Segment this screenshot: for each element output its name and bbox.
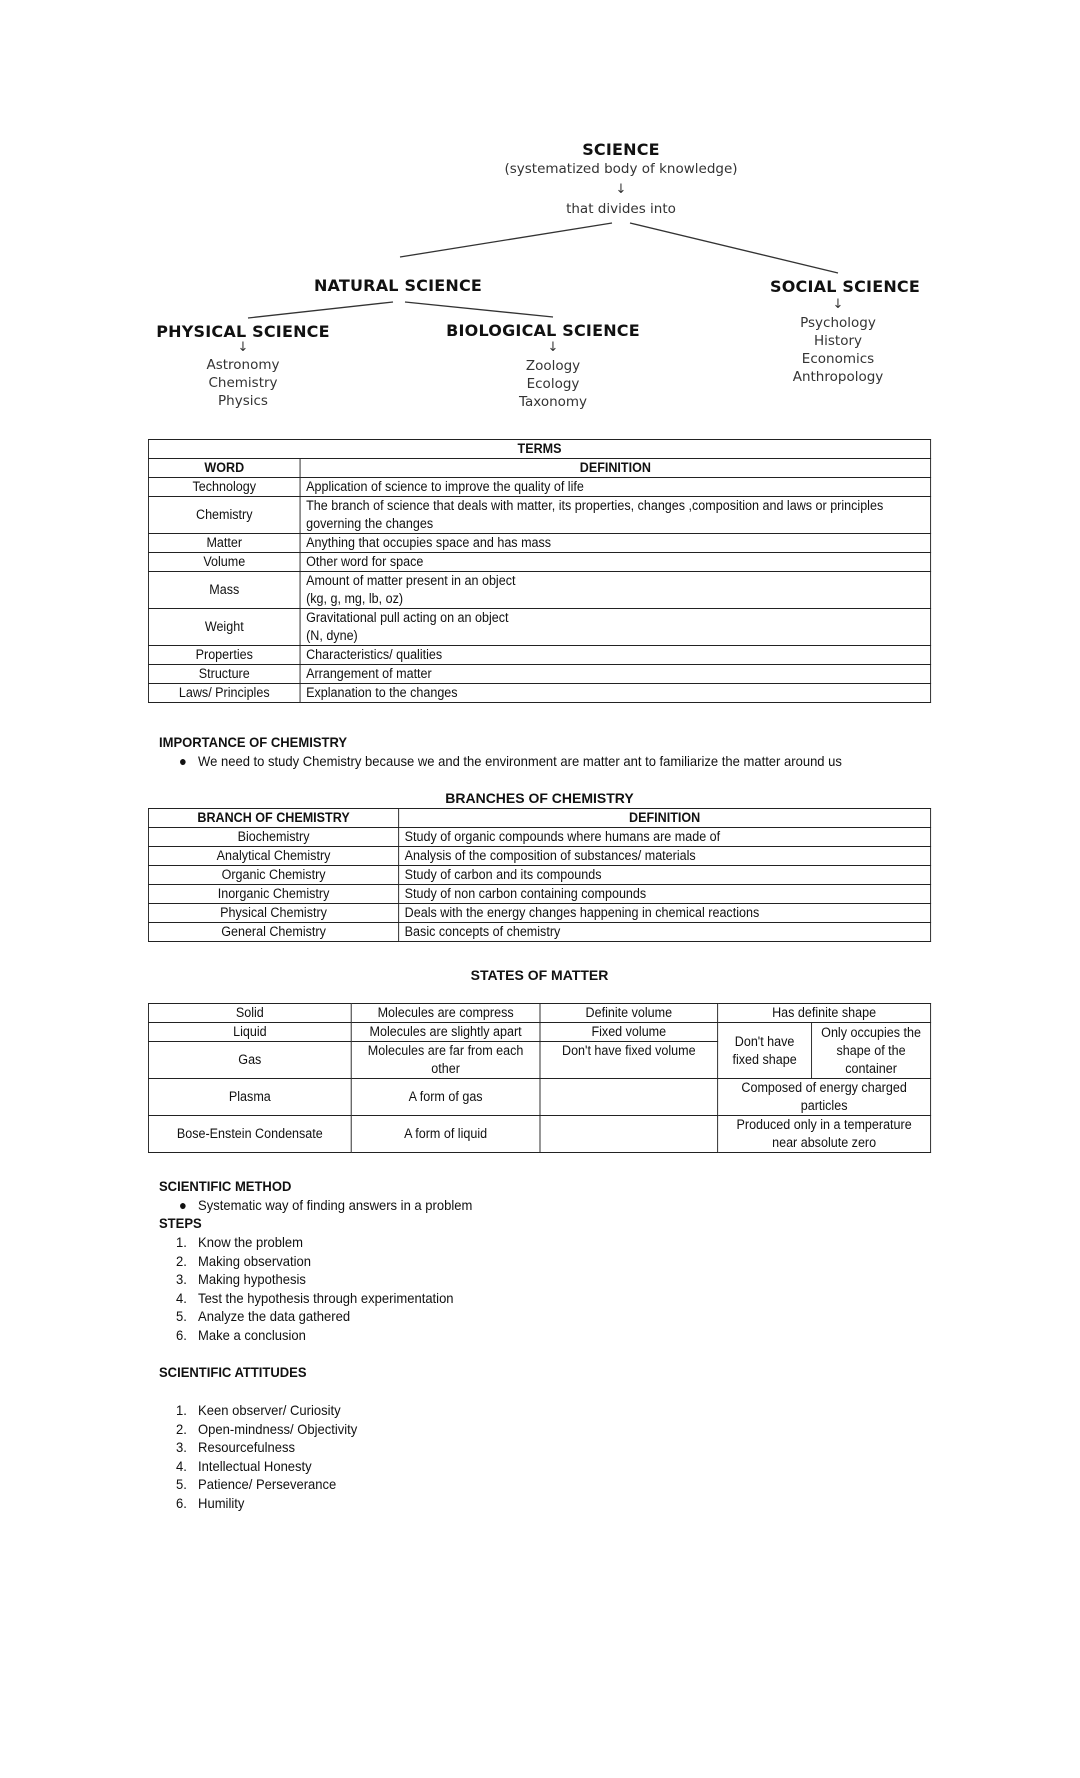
term-definition — [300, 497, 931, 534]
term-definition: Other word for space — [300, 553, 931, 572]
state-shape: Composed of energy charged particles — [718, 1079, 931, 1116]
list-number: 3. — [176, 1439, 187, 1456]
branches-table — [148, 808, 931, 942]
attitudes-heading: SCIENTIFIC ATTITUDES — [159, 1364, 307, 1380]
branch-name: Biochemistry — [148, 828, 398, 847]
list-text: Humility — [198, 1494, 245, 1511]
table-row — [148, 497, 930, 534]
list-text: Resourcefulness — [198, 1439, 296, 1456]
method-heading: SCIENTIFIC METHOD — [159, 1178, 292, 1194]
down-arrow-icon: ↓ — [615, 182, 627, 197]
biological-science-items — [519, 357, 587, 411]
table-row — [148, 1023, 930, 1042]
attitudes-list — [159, 1401, 357, 1513]
physical-item: Physics — [218, 393, 268, 409]
term-word: Volume — [148, 553, 300, 572]
list-item — [159, 1401, 357, 1420]
terms-caption: TERMS — [148, 440, 930, 459]
branch-definition: Study of carbon and its compounds — [399, 866, 931, 885]
term-word: Mass — [148, 572, 300, 609]
state-molecules: Molecules are far from each other — [351, 1042, 540, 1079]
term-definition-line: (kg, g, mg, lb, oz) — [306, 591, 404, 606]
branch-name: Analytical Chemistry — [148, 847, 398, 866]
importance-text: We need to study Chemistry because we and the environment are matter ant to familiarize the matter around us — [198, 753, 842, 769]
state-volume — [540, 1079, 718, 1116]
branch-definition: Analysis of the composition of substances/ materials — [399, 847, 931, 866]
table-row — [148, 478, 930, 497]
branch-definition: Study of organic compounds where humans are made of — [399, 828, 931, 847]
state-volume — [540, 1116, 718, 1153]
branches-col-definition: DEFINITION — [399, 809, 931, 828]
list-number: 4. — [176, 1457, 187, 1474]
list-text: Make a conclusion — [198, 1326, 306, 1343]
term-word: Technology — [148, 478, 300, 497]
list-number: 6. — [176, 1326, 187, 1343]
natural-science-heading: NATURAL SCIENCE — [313, 276, 483, 295]
table-row — [148, 828, 930, 847]
list-number: 1. — [176, 1402, 187, 1418]
social-item: History — [813, 333, 863, 349]
state-name: Liquid — [148, 1023, 351, 1042]
branch-definition: Basic concepts of chemistry — [399, 923, 931, 942]
importance-bullet-item — [159, 753, 842, 769]
physical-item: Astronomy — [206, 357, 280, 373]
list-number: 4. — [176, 1289, 187, 1306]
physical-science-items — [206, 356, 279, 410]
list-text: Making hypothesis — [198, 1271, 306, 1288]
term-definition — [300, 609, 931, 646]
list-number: 6. — [176, 1494, 187, 1511]
term-definition-line: governing the changes — [306, 516, 434, 531]
list-text: Patience/ Perseverance — [198, 1476, 337, 1493]
list-text: Keen observer/ Curiosity — [198, 1402, 341, 1418]
terms-table — [148, 439, 931, 703]
table-row — [148, 847, 930, 866]
branch-definition: Deals with the energy changes happening in chemical reactions — [399, 904, 931, 923]
term-definition-line: Amount of matter present in an object — [306, 573, 516, 588]
branch-name: Organic Chemistry — [148, 866, 398, 885]
state-molecules: A form of gas — [351, 1079, 540, 1116]
term-word: Laws/ Principles — [148, 684, 300, 703]
biological-item: Ecology — [526, 376, 580, 392]
down-arrow-icon: ↓ — [832, 297, 844, 312]
state-shape: Only occupies the shape of the container — [812, 1023, 931, 1079]
steps-list — [159, 1233, 454, 1345]
physical-science-heading: PHYSICAL SCIENCE — [156, 322, 330, 341]
list-item — [159, 1233, 454, 1252]
science-connector-text: that divides into — [566, 201, 676, 217]
social-science-heading: SOCIAL SCIENCE — [770, 277, 920, 296]
science-tree — [0, 0, 1080, 420]
branch-name: Physical Chemistry — [148, 904, 398, 923]
bullet-icon: ● — [179, 753, 187, 769]
importance-heading: IMPORTANCE OF CHEMISTRY — [159, 734, 348, 750]
table-row — [148, 534, 930, 553]
branch-name: General Chemistry — [148, 923, 398, 942]
term-definition-line: The branch of science that deals with matter, its properties, changes ,composition and laws or principles — [306, 498, 884, 513]
state-shape: Produced only in a temperature near absolute zero — [718, 1116, 931, 1153]
term-word: Structure — [148, 665, 300, 684]
term-definition: Application of science to improve the quality of life — [300, 478, 931, 497]
table-row — [148, 1116, 930, 1153]
term-definition — [300, 572, 931, 609]
states-table — [148, 1003, 931, 1153]
table-row — [148, 1004, 930, 1023]
term-word: Weight — [148, 609, 300, 646]
bullet-icon: ● — [179, 1197, 187, 1213]
table-row — [148, 923, 930, 942]
list-item — [159, 1252, 454, 1271]
state-molecules: Molecules are compress — [351, 1004, 540, 1023]
list-item — [159, 1438, 357, 1457]
state-volume: Fixed volume — [540, 1023, 718, 1042]
state-name: Bose-Enstein Condensate — [148, 1116, 351, 1153]
terms-col-definition: DEFINITION — [300, 459, 931, 478]
state-shape: Don't have fixed shape — [718, 1023, 812, 1079]
list-text: Intellectual Honesty — [198, 1457, 312, 1474]
states-caption: STATES OF MATTER — [470, 967, 609, 983]
branch-name: Inorganic Chemistry — [148, 885, 398, 904]
term-definition-line: (N, dyne) — [306, 628, 358, 643]
term-definition: Anything that occupies space and has mass — [300, 534, 931, 553]
list-text: Open-mindness/ Objectivity — [198, 1420, 358, 1437]
list-item — [159, 1457, 357, 1476]
table-row — [148, 646, 930, 665]
down-arrow-icon: ↓ — [237, 340, 249, 355]
biological-item: Zoology — [525, 358, 581, 374]
social-item: Anthropology — [792, 369, 884, 385]
state-molecules: A form of liquid — [351, 1116, 540, 1153]
biological-science-heading: BIOLOGICAL SCIENCE — [446, 321, 640, 340]
list-item — [159, 1475, 357, 1494]
state-name: Plasma — [148, 1079, 351, 1116]
list-number: 1. — [176, 1234, 187, 1250]
table-row — [148, 609, 930, 646]
social-item: Economics — [801, 351, 875, 367]
steps-heading: STEPS — [159, 1215, 202, 1231]
term-word: Matter — [148, 534, 300, 553]
branches-header-row — [148, 809, 930, 828]
method-text: Systematic way of finding answers in a problem — [198, 1197, 473, 1213]
list-number: 2. — [176, 1252, 187, 1269]
list-number: 3. — [176, 1271, 187, 1288]
list-item — [159, 1270, 454, 1289]
list-text: Making observation — [198, 1252, 311, 1269]
biological-item: Taxonomy — [518, 394, 588, 410]
term-definition-line: Gravitational pull acting on an object — [306, 610, 509, 625]
social-item: Psychology — [800, 315, 876, 331]
table-row — [148, 904, 930, 923]
branches-caption: BRANCHES OF CHEMISTRY — [445, 790, 634, 806]
terms-col-word: WORD — [148, 459, 300, 478]
list-text: Test the hypothesis through experimentation — [198, 1289, 454, 1306]
list-item — [159, 1307, 454, 1326]
branch-definition: Study of non carbon containing compounds — [399, 885, 931, 904]
science-subtitle: (systematized body of knowledge) — [504, 161, 738, 177]
state-name: Gas — [148, 1042, 351, 1079]
state-volume: Don't have fixed volume — [540, 1042, 718, 1079]
social-science-items — [793, 314, 884, 386]
term-word: Properties — [148, 646, 300, 665]
list-item — [159, 1494, 357, 1513]
term-definition: Characteristics/ qualities — [300, 646, 931, 665]
state-shape: Has definite shape — [718, 1004, 931, 1023]
table-row — [148, 684, 930, 703]
method-bullet-item — [159, 1197, 472, 1213]
physical-item: Chemistry — [208, 375, 278, 391]
table-row — [148, 553, 930, 572]
list-number: 2. — [176, 1420, 187, 1437]
table-row — [148, 885, 930, 904]
table-row — [148, 866, 930, 885]
list-text: Know the problem — [198, 1234, 304, 1250]
term-definition: Explanation to the changes — [300, 684, 931, 703]
terms-header-row — [148, 459, 930, 478]
state-name: Solid — [148, 1004, 351, 1023]
state-molecules: Molecules are slightly apart — [351, 1023, 540, 1042]
table-row — [148, 1079, 930, 1116]
terms-caption-row — [148, 440, 930, 459]
table-row — [148, 572, 930, 609]
list-item — [159, 1420, 357, 1439]
state-volume: Definite volume — [540, 1004, 718, 1023]
term-word: Chemistry — [148, 497, 300, 534]
list-item — [159, 1326, 454, 1345]
term-definition: Arrangement of matter — [300, 665, 931, 684]
list-item — [159, 1289, 454, 1308]
branches-col-branch: BRANCH OF CHEMISTRY — [148, 809, 398, 828]
down-arrow-icon: ↓ — [547, 340, 559, 355]
list-text: Analyze the data gathered — [198, 1308, 351, 1325]
list-number: 5. — [176, 1476, 187, 1493]
science-title: SCIENCE — [582, 140, 660, 159]
list-number: 5. — [176, 1308, 187, 1325]
table-row — [148, 665, 930, 684]
